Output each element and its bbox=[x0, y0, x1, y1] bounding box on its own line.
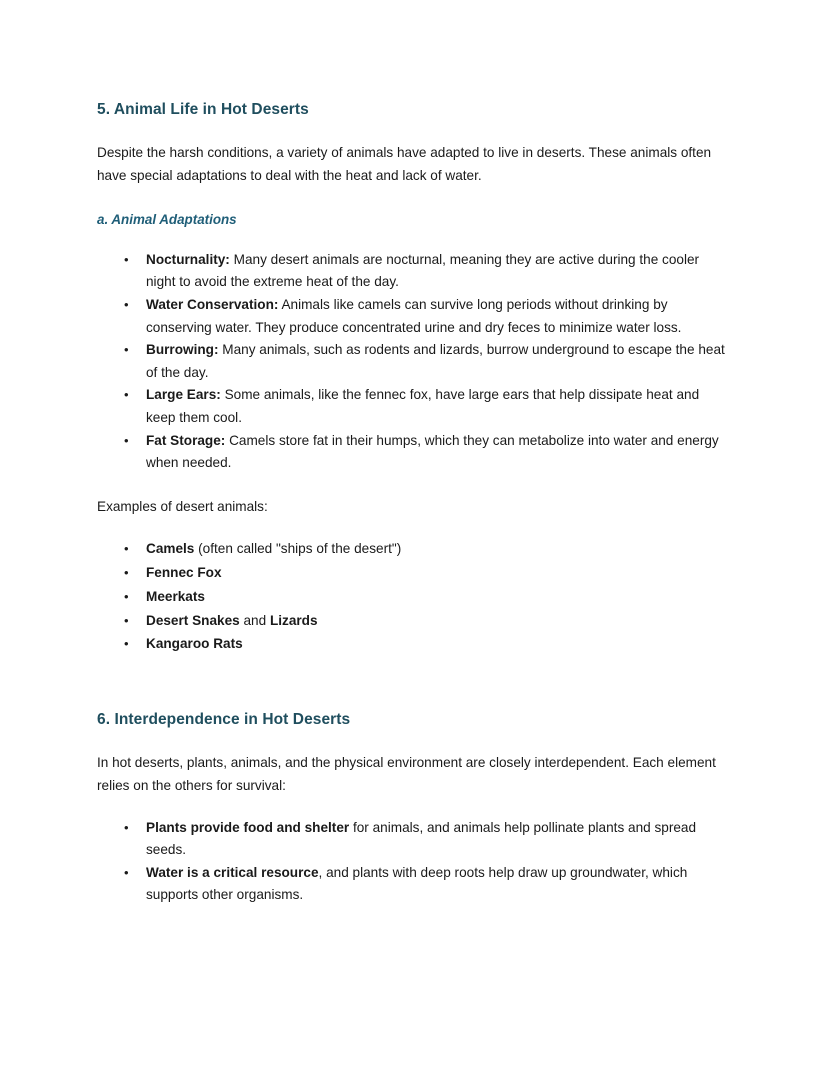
list-item bbox=[97, 862, 730, 907]
list-item-term: Camels bbox=[146, 541, 195, 557]
document-content bbox=[97, 100, 730, 907]
list-item-term: Desert Snakes bbox=[146, 612, 240, 628]
bullet-icon: • bbox=[124, 387, 129, 403]
list-item bbox=[97, 585, 730, 609]
spacer bbox=[97, 730, 730, 752]
list-item-text: Animals like camels can survive long periods without drinking by conserving water. They produce concentrated urine and dry feces to minimize water loss. bbox=[146, 296, 682, 335]
list-item-term-secondary: Lizards bbox=[269, 612, 318, 628]
list-item bbox=[97, 294, 730, 339]
list-item-text: (often called "ships of the desert") bbox=[194, 541, 402, 557]
desert-animals-examples-list bbox=[97, 537, 730, 656]
list-item bbox=[97, 537, 730, 561]
interdependence-points-list bbox=[97, 817, 730, 907]
list-item bbox=[97, 384, 730, 429]
list-item bbox=[97, 249, 730, 294]
list-item-text: Some animals, like the fennec fox, have large ears that help dissipate heat and keep them cool. bbox=[146, 387, 700, 425]
list-item-text: Camels store fat in their humps, which they can metabolize into water and energy when needed. bbox=[146, 432, 719, 471]
spacer bbox=[97, 229, 730, 249]
bullet-icon: • bbox=[124, 636, 129, 652]
spacer bbox=[97, 798, 730, 817]
bullet-icon: • bbox=[124, 251, 129, 267]
spacer bbox=[97, 120, 730, 142]
bullet-icon: • bbox=[124, 296, 129, 312]
bullet-icon: • bbox=[124, 342, 129, 358]
list-item-term: Large Ears: bbox=[146, 387, 221, 403]
list-item-term: Burrowing: bbox=[146, 342, 219, 358]
list-item-term: Water is a critical resource bbox=[146, 864, 319, 880]
list-item-term: Plants provide food and shelter bbox=[146, 819, 350, 835]
bullet-icon: • bbox=[124, 565, 129, 581]
section-5-intro-paragraph: Despite the harsh conditions, a variety of animals have adapted to live in deserts. These animals often have special adaptations to deal with the heat and lack of water. bbox=[97, 145, 712, 183]
section-6-intro-paragraph: In hot deserts, plants, animals, and the physical environment are closely interdependent. Each element relies on the others for survival: bbox=[97, 755, 716, 793]
list-item-text: and bbox=[239, 612, 270, 628]
bullet-icon: • bbox=[124, 612, 129, 628]
list-item-term: Fat Storage: bbox=[146, 432, 226, 448]
list-item bbox=[97, 561, 730, 585]
spacer bbox=[97, 656, 730, 710]
bullet-icon: • bbox=[124, 819, 129, 835]
bullet-icon: • bbox=[124, 864, 129, 880]
list-item-term: Nocturnality: bbox=[146, 251, 230, 267]
list-item-text: Many animals, such as rodents and lizards, burrow underground to escape the heat of the day. bbox=[146, 342, 725, 380]
list-item bbox=[97, 430, 730, 475]
spacer bbox=[97, 475, 730, 496]
list-item-text: , and plants with deep roots help draw up groundwater, which supports other organisms. bbox=[146, 864, 688, 903]
list-item-text: Many desert animals are nocturnal, meaning they are active during the cooler night to avoid the extreme heat of the day. bbox=[146, 251, 700, 290]
section-heading-interdependence: 6. Interdependence in Hot Deserts bbox=[97, 711, 351, 729]
examples-lead-paragraph: Examples of desert animals: bbox=[97, 498, 268, 514]
list-item bbox=[97, 609, 730, 633]
animal-adaptations-list bbox=[97, 249, 730, 475]
list-item bbox=[97, 339, 730, 384]
bullet-icon: • bbox=[124, 432, 129, 448]
list-item-term: Meerkats bbox=[146, 588, 205, 604]
spacer bbox=[97, 187, 730, 211]
spacer bbox=[97, 518, 730, 537]
list-item-term: Fennec Fox bbox=[146, 565, 222, 581]
list-item-term: Kangaroo Rats bbox=[146, 636, 243, 652]
list-item bbox=[97, 817, 730, 862]
bullet-icon: • bbox=[124, 588, 129, 604]
list-item bbox=[97, 632, 730, 656]
bullet-icon: • bbox=[124, 541, 129, 557]
section-heading-animal-life: 5. Animal Life in Hot Deserts bbox=[97, 101, 309, 118]
list-item-term: Water Conservation: bbox=[146, 296, 279, 312]
sub-heading-animal-adaptations: a. Animal Adaptations bbox=[97, 212, 237, 228]
list-item-text: for animals, and animals help pollinate plants and spread seeds. bbox=[146, 819, 697, 858]
